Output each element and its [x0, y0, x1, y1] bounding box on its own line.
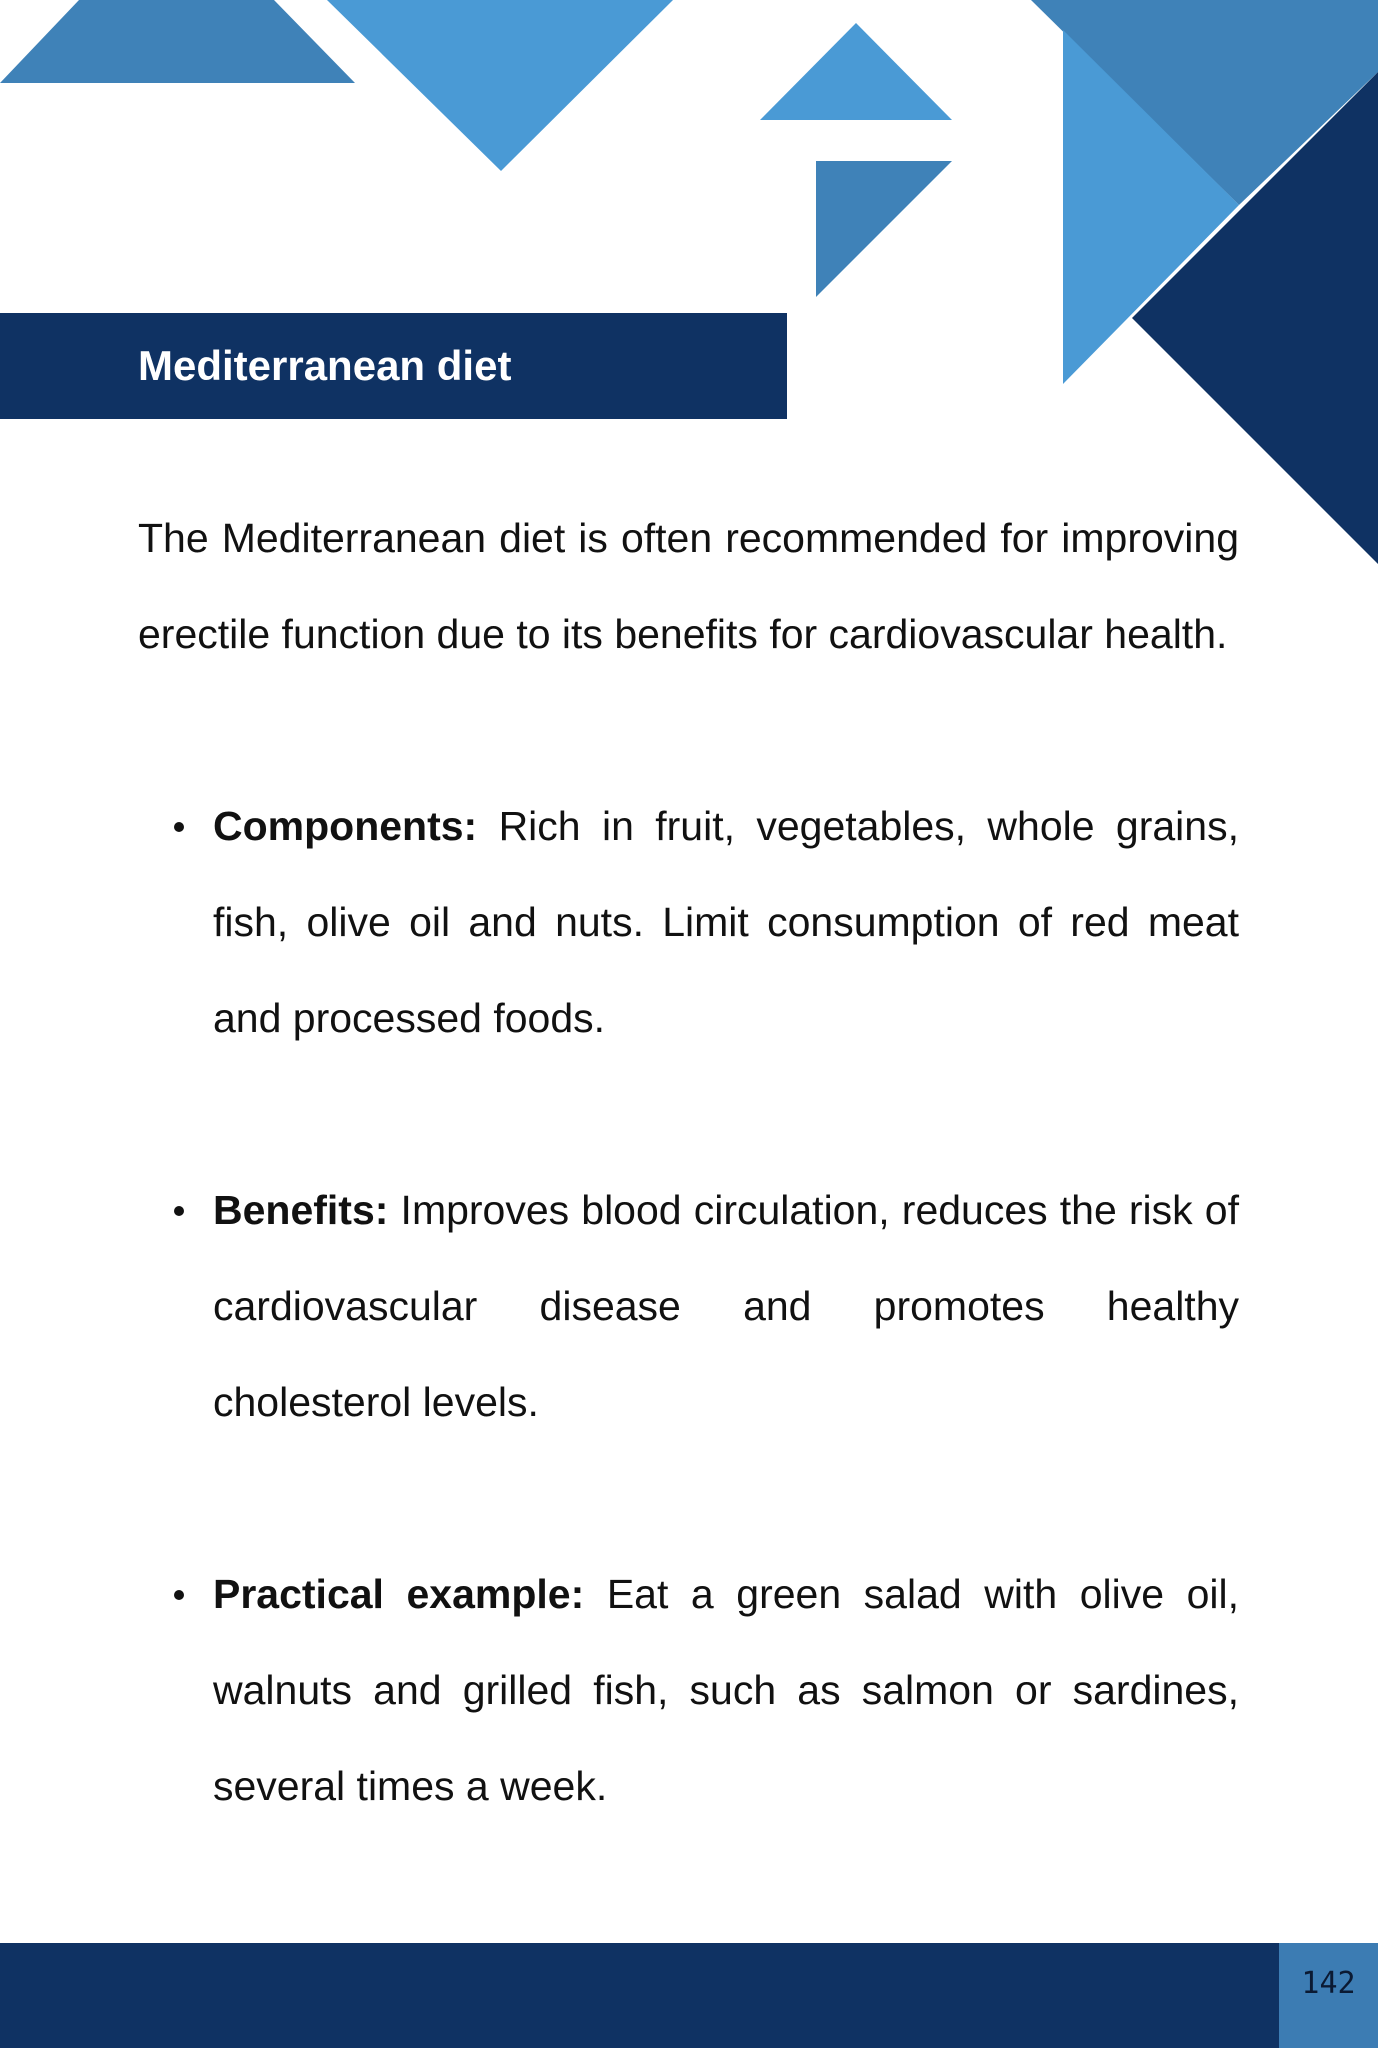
- intro-paragraph: The Mediterranean diet is often recommended for improving erectile function due to its benefits for cardiovascular health.: [138, 515, 1239, 657]
- bullet-term: Practical example:: [213, 1571, 585, 1617]
- bullet-practical-example: [138, 1546, 1239, 1834]
- bullet-dot-icon: [174, 1590, 184, 1600]
- bullet-dot-icon: [174, 1206, 184, 1216]
- bullet-text: Eat a green salad with olive oil, walnuts and grilled fish, such as salmon or sardines, several times a week.: [213, 1571, 1240, 1809]
- footer-bar: [0, 1943, 1378, 2048]
- triangle-small-down: [816, 161, 952, 297]
- page-number: 142: [1279, 1943, 1378, 2048]
- bullet-text: Improves blood circulation, reduces the risk of cardiovascular disease and promotes healthy cholesterol levels.: [213, 1187, 1239, 1425]
- bullet-dot-icon: [174, 822, 184, 832]
- bullet-benefits: [138, 1162, 1239, 1450]
- content: [138, 490, 1239, 1834]
- triangle-top-center: [327, 0, 673, 171]
- bullet-term: Benefits:: [213, 1187, 389, 1233]
- title-bar: [0, 313, 787, 419]
- bullet-components: [138, 778, 1239, 1066]
- bullet-list: [138, 778, 1239, 1834]
- triangle-top-left: [0, 0, 355, 83]
- triangle-small-up: [760, 23, 952, 120]
- page-title: Mediterranean diet: [138, 342, 512, 389]
- bullet-term: Components:: [213, 803, 478, 849]
- bullet-text: Rich in fruit, vegetables, whole grains, fish, olive oil and nuts. Limit consumption of red meat and processed foods.: [213, 803, 1239, 1041]
